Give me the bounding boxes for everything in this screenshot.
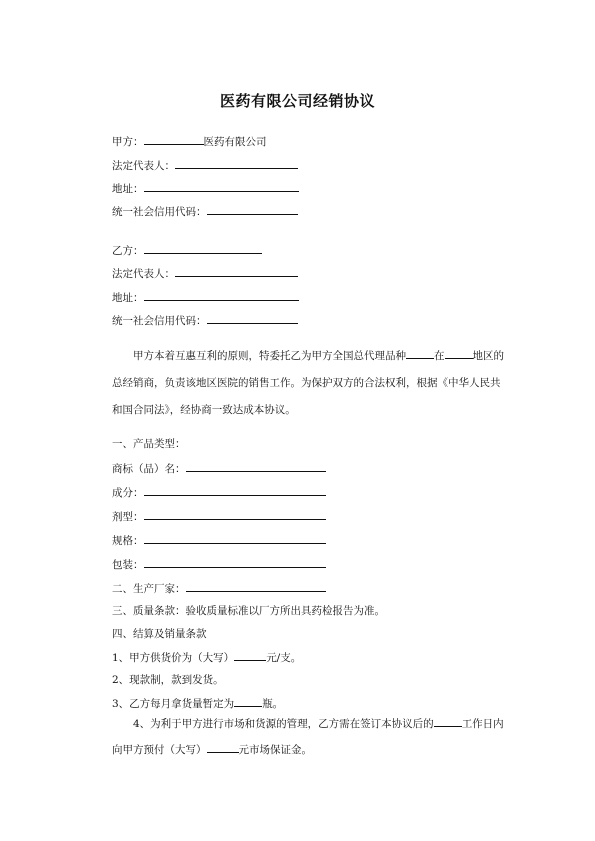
party-b-address-label: 地址： (112, 292, 144, 304)
intro-paragraph (112, 343, 507, 424)
manufacturer-line (112, 581, 326, 596)
section4-item3 (112, 696, 283, 711)
party-b-address-line (112, 290, 299, 305)
party-b-credit-label: 统一社会信用代码： (112, 315, 207, 327)
item4-days-blank[interactable] (434, 716, 462, 727)
party-a-company-suffix: 医药有限公司 (203, 136, 267, 148)
section4-item2: 2、现款制，款到发货。 (112, 674, 224, 686)
party-b-credit-blank[interactable] (207, 313, 298, 324)
item3-text-a: 3、乙方每月拿货量暂定为 (112, 698, 235, 710)
section4-item1 (112, 650, 301, 665)
brand-line (112, 461, 326, 476)
item1-price-blank[interactable] (234, 650, 266, 661)
brand-blank[interactable] (186, 461, 326, 472)
party-a-address-line (112, 181, 299, 196)
intro-region-blank[interactable] (445, 348, 473, 359)
intro-part2: 在 (434, 350, 445, 362)
spec-blank[interactable] (144, 533, 326, 544)
party-b-credit-line (112, 313, 298, 328)
party-a-credit-blank[interactable] (207, 204, 298, 215)
party-a-credit-line (112, 204, 298, 219)
brand-label: 商标（品）名： (112, 463, 186, 475)
dosage-line (112, 509, 326, 524)
intro-product-blank[interactable] (406, 348, 434, 359)
party-b-line (112, 243, 262, 258)
ingredient-line (112, 485, 326, 500)
party-a-rep-label: 法定代表人： (112, 160, 175, 172)
section4-item4 (112, 711, 507, 763)
party-b-rep-line (112, 266, 298, 281)
ingredient-blank[interactable] (144, 485, 326, 496)
party-a-rep-line (112, 158, 298, 173)
item4-text-b: 工作日内向甲方预付（大写） (112, 718, 504, 756)
manufacturer-label: 二、生产厂家： (112, 583, 186, 595)
item3-text-b: 瓶。 (262, 698, 284, 710)
intro-part1: 甲方本着互惠互利的原则，特委托乙为甲方全国总代理品种 (133, 350, 406, 362)
dosage-label: 剂型： (112, 511, 144, 523)
spec-line (112, 533, 326, 548)
party-b-rep-blank[interactable] (175, 266, 298, 277)
party-b-label: 乙方： (112, 245, 144, 257)
section1-heading: 一、产品类型： (112, 438, 186, 450)
party-b-name-blank[interactable] (144, 243, 262, 254)
package-blank[interactable] (144, 557, 326, 568)
manufacturer-blank[interactable] (186, 581, 326, 592)
dosage-blank[interactable] (144, 509, 326, 520)
party-a-address-label: 地址： (112, 183, 144, 195)
item3-quantity-blank[interactable] (234, 696, 262, 707)
party-b-address-blank[interactable] (144, 290, 299, 301)
item4-text-a: 4、为利于甲方进行市场和货源的管理，乙方需在签订本协议后的 (133, 718, 434, 730)
intro-part3: 地区的总经销商，负责该地区医院的销售工作。为保护双方的合法权利，根据《中华人民共和国合同法》，经协商一致达成本协议。 (112, 350, 504, 416)
section4-heading: 四、结算及销量条款 (112, 628, 207, 640)
spec-label: 规格： (112, 535, 144, 547)
document-title: 医药有限公司经销协议 (219, 92, 375, 110)
item1-text-a: 1、甲方供货价为（大写） (112, 652, 235, 664)
party-b-rep-label: 法定代表人： (112, 268, 175, 280)
party-a-name-blank[interactable] (144, 134, 204, 145)
party-a-label: 甲方： (112, 136, 144, 148)
party-a-rep-blank[interactable] (175, 158, 298, 169)
quality-clause: 三、质量条款：验收质量标准以厂方所出具药检报告为准。 (112, 605, 385, 617)
party-a-address-blank[interactable] (144, 181, 299, 192)
item4-text-c: 元市场保证金。 (238, 744, 312, 756)
ingredient-label: 成分： (112, 487, 144, 499)
party-a-line (112, 134, 267, 149)
package-line (112, 557, 326, 572)
party-a-credit-label: 统一社会信用代码： (112, 206, 207, 218)
package-label: 包装： (112, 559, 144, 571)
item4-deposit-blank[interactable] (207, 742, 239, 753)
item1-text-b: 元/支。 (266, 652, 302, 664)
